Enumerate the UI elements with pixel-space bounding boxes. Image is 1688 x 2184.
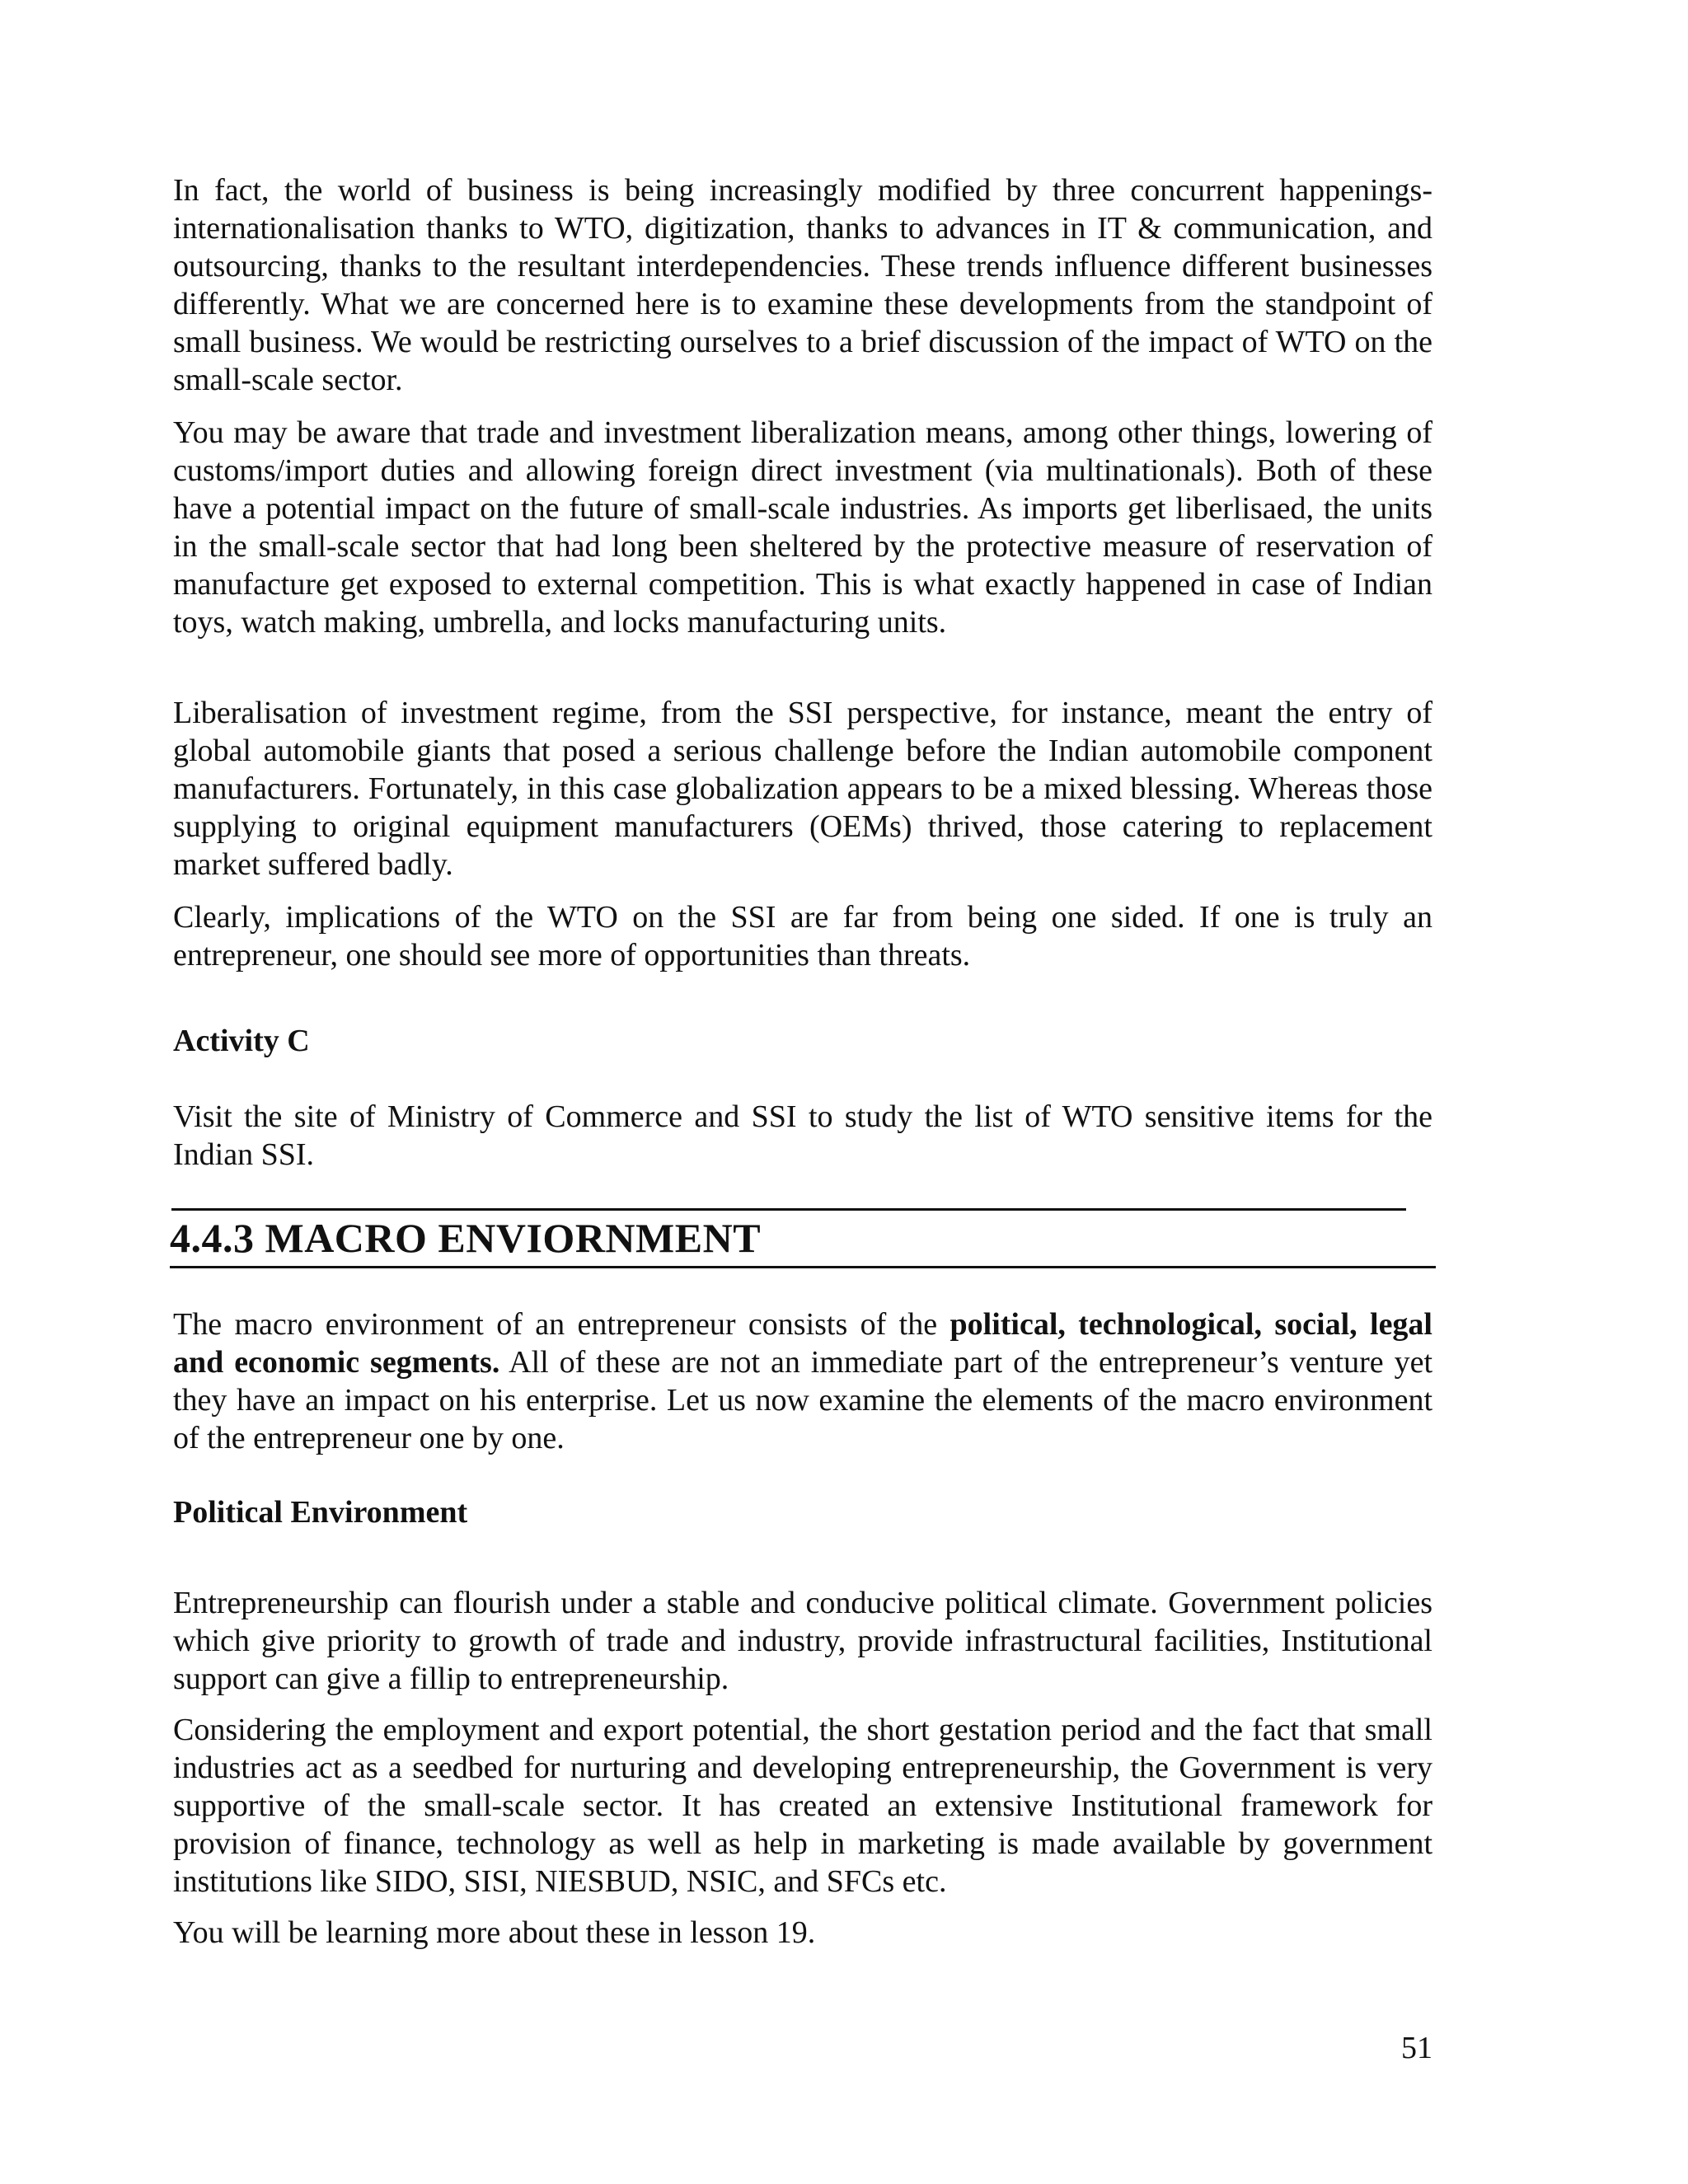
paragraph-political-climate: Entrepreneurship can flourish under a stable and conducive political climate. Government policies which give priority to growth of trade and industry, provide infrastructural facilities, Institutional support can give a fillip to entrepreneurship. xyxy=(173,1586,1432,1696)
macro-intro-bold: political, technological, social, legal and economic segments. xyxy=(173,1307,1432,1380)
political-heading: Political Environment xyxy=(173,1495,468,1530)
activity-heading: Activity C xyxy=(173,1024,310,1058)
section-title: 4.4.3 MACRO ENVIORNMENT xyxy=(170,1215,762,1261)
paragraph-investment-regime: Liberalisation of investment regime, from the SSI perspective, for instance, meant the entry of global automobile giants that posed a serious challenge before the Indian automobile component manufacturers. Fortunately, in this case globalization appears to be a mixed blessing. Whereas those supplying to original equipment manufacturers (OEMs) thrived, those catering to replacement market suffered badly. xyxy=(173,696,1432,882)
section-top-rule xyxy=(171,1208,1406,1211)
paragraph-lesson-reference: You will be learning more about these in lesson 19. xyxy=(173,1915,816,1950)
paragraph-wto-intro: In fact, the world of business is being increasingly modified by three concurrent happenings- internationalisation thanks to WTO, digitization, thanks to advances in IT & communication, and outsourcing, thanks to the resultant interdependencies. These trends influence different businesses differently. What we are concerned here is to examine these developments from the standpoint of small business. We would be restricting ourselves to a brief discussion of the impact of WTO on the small-scale sector. xyxy=(173,173,1432,397)
section-bottom-rule xyxy=(170,1266,1436,1268)
page-number: 51 xyxy=(1401,2031,1432,2065)
paragraph-liberalization: You may be aware that trade and investment liberalization means, among other things, lowering of customs/import duties and allowing foreign direct investment (via multinationals). Both of these have a potential impact on the future of small-scale industries. As imports get liberlisaed, the units in the small-scale sector that had long been sheltered by the protective measure of reservation of manufacture get exposed to external competition. This is what exactly happened in case of Indian toys, watch making, umbrella, and locks manufacturing units. xyxy=(173,415,1432,640)
macro-intro-end: All of these are not an immediate part of the entrepreneur’s venture yet they have an impact on his enterprise. Let us now examine the elements of the macro environment of the entrepreneur one by one. xyxy=(173,1345,1433,1455)
paragraph-wto-implications: Clearly, implications of the WTO on the SSI are far from being one sided. If one is truly an entrepreneur, one should see more of opportunities than threats. xyxy=(173,900,1432,972)
paragraph-macro-intro xyxy=(173,1305,1432,1457)
paragraph-government-support: Considering the employment and export potential, the short gestation period and the fact that small industries act as a seedbed for nurturing and developing entrepreneurship, the Government is very supportive of the small-scale sector. It has created an extensive Institutional framework for provision of finance, technology as well as help in marketing is made available by government institutions like SIDO, SISI, NIESBUD, NSIC, and SFCs etc. xyxy=(173,1713,1432,1899)
activity-text: Visit the site of Ministry of Commerce and SSI to study the list of WTO sensitive items for the Indian SSI. xyxy=(173,1099,1432,1172)
macro-intro-start: The macro environment of an entrepreneur consists of the xyxy=(173,1307,950,1342)
